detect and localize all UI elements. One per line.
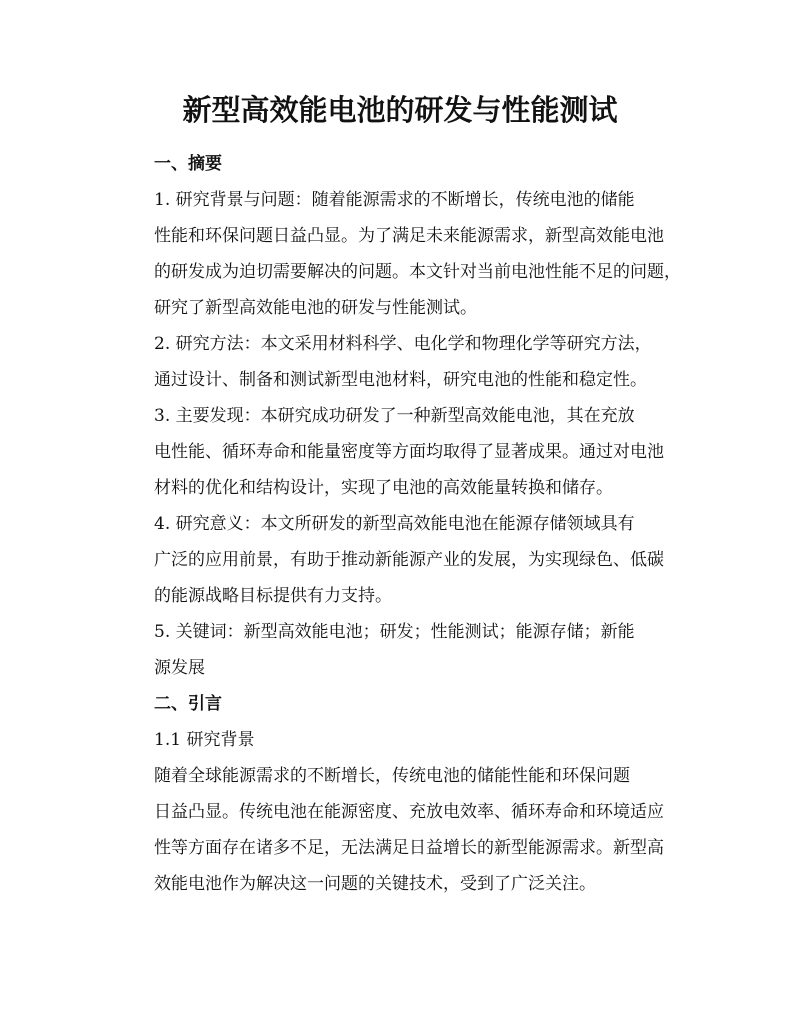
text-line: 材料的优化和结构设计，实现了电池的高效能量转换和储存。 bbox=[154, 478, 613, 498]
section-heading-introduction: 二、引言 bbox=[154, 694, 222, 714]
text-line: 性能和环保问题日益凸显。为了满足未来能源需求，新型高效能电池 bbox=[154, 226, 664, 246]
subsection-heading-background: 1.1 研究背景 bbox=[154, 730, 255, 750]
text-line: 源发展 bbox=[154, 658, 205, 678]
text-line: 2. 研究方法：本文采用材料科学、电化学和物理化学等研究方法， bbox=[154, 334, 652, 354]
text-line: 研究了新型高效能电池的研发与性能测试。 bbox=[154, 298, 477, 318]
text-line: 通过设计、制备和测试新型电池材料，研究电池的性能和稳定性。 bbox=[154, 370, 647, 390]
text-line: 性等方面存在诸多不足，无法满足日益增长的新型能源需求。新型高 bbox=[154, 838, 664, 858]
abstract-item-findings bbox=[118, 398, 684, 506]
text-line: 4. 研究意义：本文所研发的新型高效能电池在能源存储领域具有 bbox=[154, 514, 635, 534]
text-line: 的能源战略目标提供有力支持。 bbox=[154, 586, 392, 606]
introduction-paragraph bbox=[118, 758, 684, 902]
text-line: 日益凸显。传统电池在能源密度、充放电效率、循环寿命和环境适应 bbox=[154, 802, 664, 822]
document-body bbox=[118, 146, 684, 902]
text-line: 随着全球能源需求的不断增长，传统电池的储能性能和环保问题 bbox=[154, 766, 630, 786]
section-heading-abstract: 一、摘要 bbox=[154, 154, 222, 174]
abstract-item-keywords bbox=[118, 614, 684, 686]
abstract-item-significance bbox=[118, 506, 684, 614]
text-line: 5. 关键词：新型高效能电池；研发；性能测试；能源存储；新能 bbox=[154, 622, 635, 642]
document-title: 新型高效能电池的研发与性能测试 bbox=[182, 93, 618, 127]
abstract-item-methods bbox=[118, 326, 684, 398]
text-line: 的研发成为迫切需要解决的问题。本文针对当前电池性能不足的问题， bbox=[154, 262, 681, 282]
text-line: 广泛的应用前景，有助于推动新能源产业的发展，为实现绿色、低碳 bbox=[154, 550, 664, 570]
text-line: 电性能、循环寿命和能量密度等方面均取得了显著成果。通过对电池 bbox=[154, 442, 664, 462]
text-line: 1. 研究背景与问题：随着能源需求的不断增长，传统电池的储能 bbox=[154, 190, 635, 210]
text-line: 3. 主要发现：本研究成功研发了一种新型高效能电池，其在充放 bbox=[154, 406, 635, 426]
abstract-item-background bbox=[118, 182, 684, 326]
text-line: 效能电池作为解决这一问题的关键技术，受到了广泛关注。 bbox=[154, 874, 596, 894]
